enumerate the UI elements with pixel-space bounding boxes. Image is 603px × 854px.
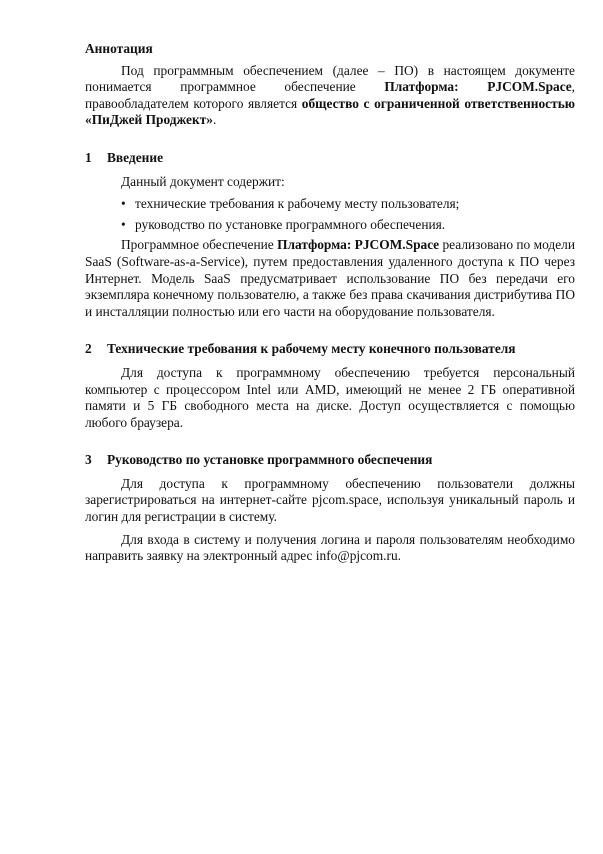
- annotation-paragraph: [85, 63, 575, 129]
- section-1-paragraph: [85, 237, 575, 320]
- document-body: [85, 41, 575, 565]
- section-1-number: 1: [85, 149, 92, 165]
- bullet-text: технические требования к рабочему месту пользователя;: [135, 196, 460, 212]
- section-3-title: Руководство по установке программного обеспечения: [107, 452, 433, 468]
- section-3-paragraph-2: Для входа в систему и получения логина и пароля пользователям необходимо направить заявку на электронный адрес info@pjcom.ru.: [85, 531, 575, 564]
- bullet-text: руководство по установке программного обеспечения.: [135, 216, 446, 232]
- section-1-text-2: реализовано по модели SaaS (Software-as-a-Service), путем предоставления удаленного доступа к ПО через Интернет. Модель SaaS предусматривает использование ПО без передачи его экземпляра конечному пользователю, а также без права скачивания дистрибутива ПО и инсталляции полностью или его части на оборудование пользователя.: [85, 237, 575, 319]
- annotation-text-2: , правообладателем которого является: [85, 79, 575, 111]
- bullet-item: [85, 217, 575, 234]
- section-1-heading: [85, 150, 575, 167]
- section-3-paragraph-1: Для доступа к программному обеспечению пользователи должны зарегистрироваться на интернет-сайте pjcom.space, используя уникальный пароль и логин для регистрации в систему.: [85, 475, 575, 525]
- section-3-number: 3: [85, 452, 92, 468]
- annotation-text-1: Под программным обеспечением (далее – ПО) в настоящем документе понимается программное обеспечение: [85, 62, 575, 95]
- bullet-item: [85, 196, 575, 213]
- annotation-text-3: .: [213, 112, 217, 128]
- bullet-icon: •: [121, 196, 126, 212]
- annotation-title: Аннотация: [85, 41, 153, 56]
- section-2-paragraph: Для доступа к программному обеспечению требуется персональный компьютер с процессором Intel или AMD, имеющий не менее 2 ГБ оперативной памяти и 5 ГБ свободного места на диске. Доступ осуществляется с помощью любого браузера.: [85, 364, 575, 430]
- product-name: Платформа: PJCOM.Space: [384, 79, 572, 95]
- section-2-title: Технические требования к рабочему месту конечного пользователя: [107, 341, 516, 357]
- section-3-heading: [85, 452, 575, 469]
- section-1-title: Введение: [107, 149, 164, 165]
- bullet-icon: •: [121, 216, 126, 232]
- product-name: Платформа: PJCOM.Space: [277, 237, 440, 253]
- section-2-number: 2: [85, 341, 92, 357]
- section-1-intro: Данный документ содержит:: [121, 173, 285, 189]
- section-1-text-1: Программное обеспечение: [121, 237, 278, 253]
- section-2-heading: [85, 341, 575, 358]
- company-name: общество с ограниченной ответственностью «ПиДжей Проджект»: [85, 95, 576, 128]
